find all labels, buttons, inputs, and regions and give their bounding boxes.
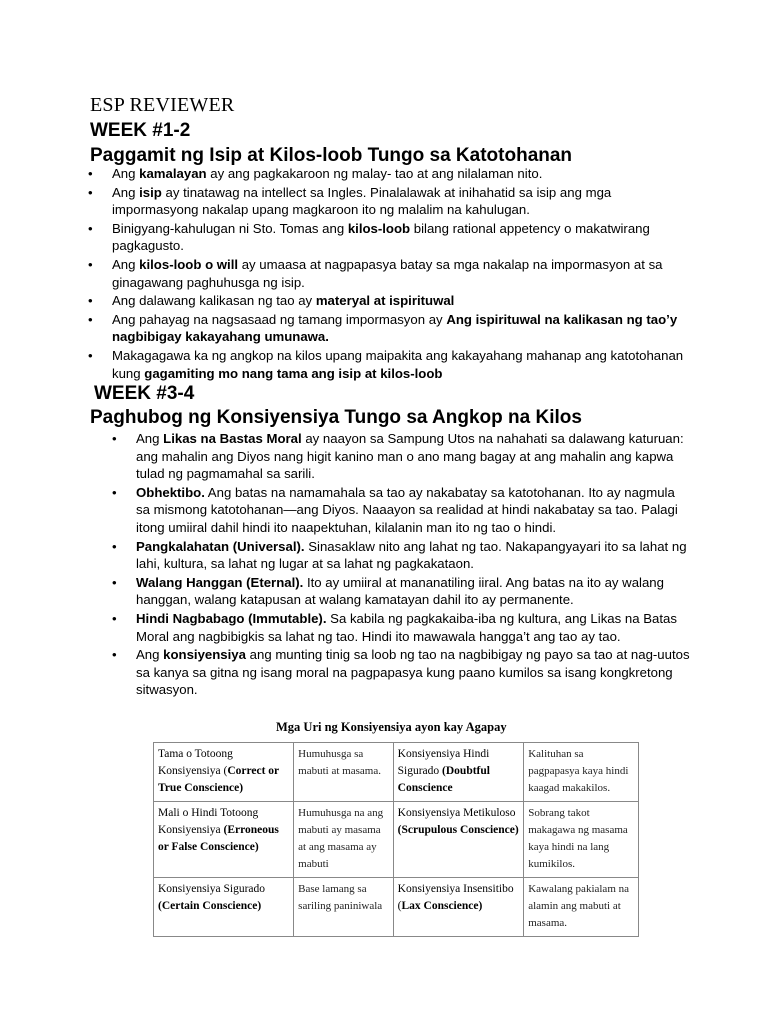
type-english-term: (Certain Conscience (158, 900, 258, 912)
bullet-text: Makagagawa ka ng angkop na kilos upang maipakita ang kakayahang mahanap ang katotohanan kung (112, 347, 684, 381)
type-name-text: Tama o Totoong Konsiyensiya ( (158, 748, 233, 777)
bullet-item (112, 165, 692, 183)
bullet-item (136, 484, 692, 537)
bullet-item (136, 430, 692, 483)
type-name-cell (393, 878, 524, 937)
type-description-cell: Kawalang pakialam na alamin ang mabuti at masama. (524, 878, 639, 937)
type-description-cell: Humuhusga na ang mabuti ay masama at ang masama ay mabuti (294, 802, 393, 878)
type-description-cell: Kalituhan sa pagpapasya kaya hindi kaagad makakilos. (524, 743, 639, 802)
bullet-text: Ang (112, 184, 140, 200)
bullet-text: ay naayon sa Sampung Utos na nahahati sa dalawang katuruan: ang mahalin ang Diyos nang higit kanino man o ano mang bagay at ang mahalin ang kapwa tulad ng pagmamahal sa sarili. (136, 431, 684, 482)
bullet-item (136, 538, 692, 573)
type-description-cell: Base lamang sa sariling paniniwala (294, 878, 393, 937)
type-name-cell (154, 878, 294, 937)
week-3-4-topic: Paghubog ng Konsiyensiya Tungo sa Angkop na Kilos (90, 407, 582, 428)
type-english-term: Lax Conscience (401, 900, 479, 912)
bold-term: Hindi Nagbabago (Immutable). (136, 610, 327, 626)
bullet-text: ay ang pagkakaroon ng malay- tao at ang nilalaman nito. (206, 166, 543, 181)
bullet-text: ang munting tinig sa loob ng tao na nagbibigay ng payo sa tao at nag-uutos sa kanya sa gitna ng isang moral na pagpapasya kung paano kumilos sa isang kongkretong sitwasyon. (136, 647, 690, 698)
bold-term: Pangkalahatan (Universal). (136, 538, 305, 554)
type-name-text: Konsiyensiya Hindi Sigurado (397, 748, 490, 777)
type-name-cell (393, 743, 524, 802)
bullet-item (112, 184, 692, 219)
week-3-4-heading: WEEK #3-4 (94, 383, 195, 404)
type-name-text: Konsiyensiya Sigurado (158, 883, 266, 895)
bold-term: konsiyensiya (163, 647, 246, 663)
bullet-text: Binigyang-kahulugan ni Sto. Tomas ang (112, 220, 348, 236)
bullet-text: Ang (112, 256, 140, 272)
week-1-2-heading: WEEK #1-2 (90, 120, 191, 141)
type-name-close: ) (254, 841, 259, 853)
bullet-item (112, 220, 692, 255)
bullet-text: Ito ay umiiral at mananatiling iiral. Ang batas na ito ay walang hanggan, walang katapusan at walang kamatayan dahil ito ay permanente. (136, 574, 664, 608)
bullet-text: Sinasaklaw nito ang lahat ng tao. Nakapangyayari ito sa lahat ng lahi, kultura, sa lahat ng lugar at sa lahat ng pagkakataon. (136, 538, 687, 572)
bullet-item (112, 256, 692, 291)
week-3-4-bullet-list (136, 430, 692, 700)
bold-term: kilos-loob (347, 220, 411, 236)
table-row (154, 878, 639, 937)
type-name-cell (393, 802, 524, 878)
document-title: ESP REVIEWER (90, 94, 235, 116)
bullet-text: Ang (136, 647, 164, 663)
bold-term: kilos-loob o will (139, 256, 239, 272)
table-title: Mga Uri ng Konsiyensiya ayon kay Agapay (276, 720, 507, 734)
bold-term: Walang Hanggan (Eternal). (136, 574, 304, 590)
bold-term: gagamiting mo nang tama ang isip at kilos-loob (144, 365, 443, 381)
bullet-text: Ang dalawang kalikasan ng tao ay (112, 293, 316, 309)
bullet-item (136, 574, 692, 609)
bullet-text: Ang pahayag na nagsasaad ng tamang impormasyon ay (112, 311, 447, 327)
bullet-text: ay tinatawag na intellect sa Ingles. Pinalalawak at inihahatid sa isip ang mga impormasyong nakalap upang magkaroon ito ng malalim na kahulugan. (112, 184, 612, 218)
type-name-text: Konsiyensiya Metikuloso (397, 807, 516, 819)
bold-term: materyal at ispirituwal (315, 293, 455, 309)
bullet-item (112, 347, 692, 382)
bullet-text: ay umaasa at nagpapasya batay sa mga nakalap na impormasyon at sa ginagawang paghuhusga ng isip. (112, 256, 663, 290)
table-row (154, 743, 639, 802)
type-name-close: ) (478, 900, 483, 912)
bullet-item (112, 292, 692, 310)
bullet-text: Ang (136, 431, 164, 446)
type-name-text: Mali o Hindi Totoong Konsiyensiya (158, 807, 259, 836)
bullet-text: Ang batas na namamahala sa tao ay nakabatay sa katotohanan. Ito ay nagmula sa mismong katotohanan—ang Diyos. Naaayon sa realidad at hindi nakabatay sa tao. Palagi itong umiiral dahil hindi ito naapektuhan, kilalanin man ito ng tao o hindi. (136, 484, 678, 535)
type-name-text: Konsiyensiya Insensitibo ( (397, 883, 514, 912)
type-name-cell (154, 802, 294, 878)
bullet-text: Ang (112, 166, 140, 181)
bullet-item (136, 646, 692, 699)
type-name-close: ) (514, 824, 519, 836)
bold-term: Obhektibo. (136, 484, 205, 500)
week-1-2-topic: Paggamit ng Isip at Kilos-loob Tungo sa Katotohanan (90, 145, 573, 166)
type-name-cell (154, 743, 294, 802)
bold-term: kamalayan (139, 166, 207, 181)
bold-term: Likas na Bastas Moral (163, 431, 302, 446)
type-english-term: Correct or True Conscience (158, 765, 279, 794)
table-row (154, 802, 639, 878)
type-description-cell: Humuhusga sa mabuti at masama. (294, 743, 393, 802)
bold-term: isip (139, 184, 162, 200)
conscience-types-table (153, 742, 639, 937)
bullet-item (112, 311, 692, 346)
type-description-cell: Sobrang takot makagawa ng masama kaya hindi na lang kumikilos. (524, 802, 639, 878)
type-english-term: (Scrupulous Conscience (397, 824, 515, 836)
week-1-2-bullet-list (112, 165, 692, 383)
bold-term: Ang ispirituwal na kalikasan ng tao’y nagbibigay kakayahang umunawa. (112, 311, 678, 345)
type-name-close: ) (239, 782, 244, 794)
type-english-term: (Doubtful Conscience (397, 765, 490, 794)
type-english-term: (Erroneous or False Conscience (158, 824, 279, 853)
bullet-text: Sa kabila ng pagkakaiba-iba ng kultura, ang Likas na Batas Moral ang nagbibigkis sa lahat ng tao. Hindi ito mawawala hangga’t ang tao ay tao. (136, 610, 677, 644)
bullet-item (136, 610, 692, 645)
type-name-close: ) (257, 900, 262, 912)
bullet-text: bilang rational appetency o makatwirang pagkagusto. (112, 220, 650, 254)
